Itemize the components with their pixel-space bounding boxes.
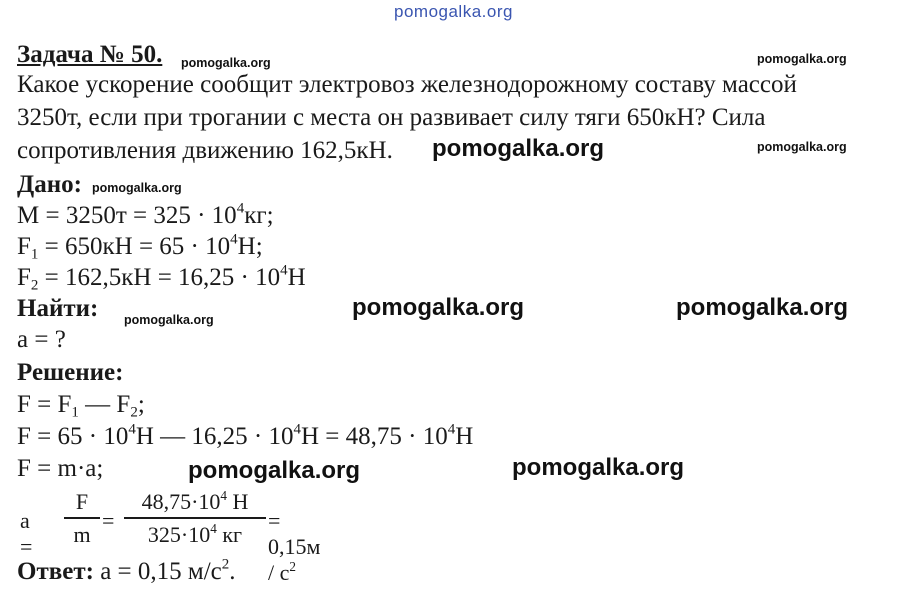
exponent: 4: [447, 421, 456, 438]
given-f2-text: = 162,5кН = 16,25 · 10: [38, 264, 281, 291]
solution-label-line: [17, 358, 123, 388]
find-value: a = ?: [17, 326, 66, 353]
given-mass-text: M = 3250т = 325 · 10: [17, 202, 237, 229]
given-f1-text: = 650кН = 65 · 10: [38, 233, 231, 260]
watermark: pomogalka.org: [757, 52, 847, 66]
exponent: 2: [289, 558, 296, 574]
given-label-line: [17, 170, 82, 200]
watermark: pomogalka.org: [188, 457, 361, 484]
denominator: m: [73, 522, 91, 547]
formula-text: = 0,15м / с: [268, 508, 321, 585]
task-text-line-1: Какое ускорение сообщит электровоз железнодорожному составу массой: [17, 71, 797, 98]
fraction-values: [124, 488, 266, 552]
subscript: 2: [130, 404, 138, 421]
unit: кг: [216, 522, 243, 547]
subscript: 1: [71, 404, 79, 421]
watermark: pomogalka.org: [432, 135, 605, 162]
variable: F: [17, 233, 31, 260]
formula-text: 325·10: [147, 522, 211, 547]
watermark: pomogalka.org: [757, 140, 847, 154]
answer-period: .: [229, 558, 236, 585]
exponent: 4: [236, 200, 245, 217]
subscript: 1: [30, 246, 39, 263]
formula-text: ;: [137, 391, 145, 418]
given-label: Дано:: [17, 171, 82, 198]
watermark: pomogalka.org: [352, 294, 525, 321]
exponent: 4: [210, 520, 217, 536]
find-label: Найти:: [17, 295, 99, 322]
formula-text: Н — 16,25 · 10: [135, 423, 294, 450]
exponent: 4: [128, 421, 136, 438]
formula-text: Н: [455, 423, 474, 450]
exponent: 2: [221, 556, 230, 573]
variable: F: [17, 264, 31, 291]
exponent: 4: [230, 231, 238, 248]
watermark: pomogalka.org: [181, 56, 271, 70]
task-text-line-3: сопротивления движению 162,5кН.: [17, 137, 393, 164]
unit: кг;: [244, 202, 274, 229]
task-title-line: [17, 40, 162, 70]
numerator: [124, 488, 266, 519]
formula-result: [268, 508, 321, 585]
task-text-line-2: 3250т, если при трогании с места он развивает силу тяги 650кН? Сила: [17, 104, 766, 131]
given-mass: [17, 201, 274, 231]
solution-line-3: F = m·a;: [17, 455, 104, 482]
given-f1: [17, 232, 263, 262]
solution-line-1: [17, 390, 145, 420]
task-title: Задача № 50.: [17, 41, 163, 68]
watermark-top: pomogalka.org: [394, 2, 513, 21]
denominator: [124, 519, 266, 549]
watermark: pomogalka.org: [92, 181, 182, 195]
exponent: 4: [293, 421, 301, 438]
formula-text: =: [102, 508, 115, 533]
fraction-f-over-m: [64, 488, 100, 552]
answer-line: [17, 557, 236, 587]
watermark: pomogalka.org: [676, 294, 849, 321]
subscript: 2: [30, 277, 39, 294]
answer-label: Ответ:: [17, 558, 94, 585]
watermark: pomogalka.org: [124, 313, 214, 327]
exponent: 4: [220, 487, 228, 503]
unit: Н: [287, 264, 306, 291]
formula-text: 48,75·10: [141, 489, 221, 514]
unit: Н;: [237, 233, 263, 260]
formula-text: — F: [78, 391, 131, 418]
numerator: F: [64, 488, 100, 519]
given-f2: [17, 263, 306, 293]
solution-line-2: [17, 422, 473, 452]
answer-value: a = 0,15 м/с: [93, 558, 222, 585]
exponent: 4: [280, 262, 288, 279]
find-label-line: [17, 294, 98, 324]
solution-label: Решение:: [17, 359, 124, 386]
formula-text: F = 65 · 10: [17, 423, 129, 450]
formula-text: Н = 48,75 · 10: [300, 423, 448, 450]
formula-text: a =: [20, 508, 33, 559]
watermark: pomogalka.org: [512, 454, 685, 481]
unit: Н: [227, 489, 249, 514]
formula-text: F = F: [17, 391, 72, 418]
